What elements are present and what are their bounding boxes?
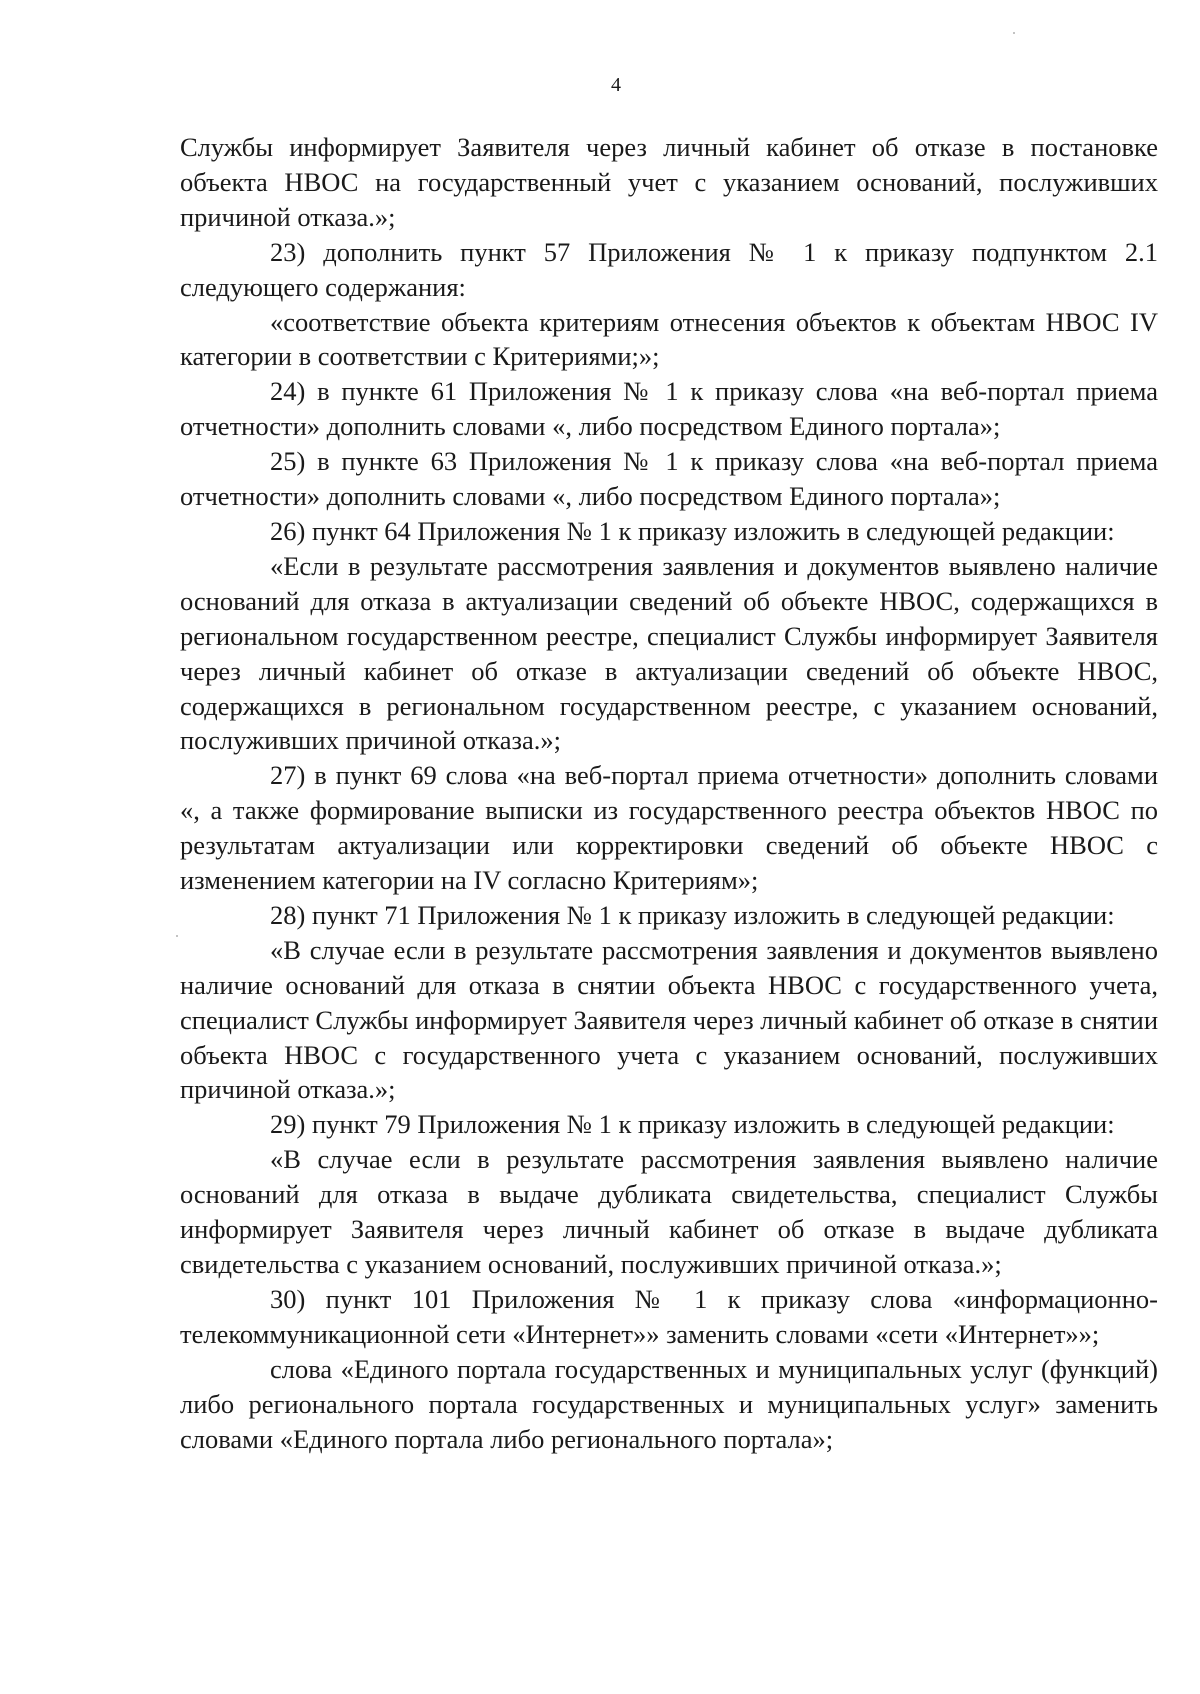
paragraph-quote-26: «Если в результате рассмотрения заявления и документов выявлено наличие оснований для отказа в актуализации сведений об объекте НВОС, содержащихся в региональном государственном реестре, специалист Службы информирует Заявителя через личный кабинет об отказе в актуализации сведений об объекте НВОС, содержащихся в региональном государственном реестре, с указанием оснований, послуживших причиной отказа.»; [180,550,1158,756]
paragraph-item-24: 24) в пункте 61 Приложения № 1 к приказу слова «на веб-портал приема отчетности» дополнить словами «, либо посредством Единого портала»; [180,376,1158,442]
document-body [180,130,1158,1456]
paragraph-item-30: 30) пункт 101 Приложения № 1 к приказу слова «информационно-телекоммуникационной сети «Интернет»» заменить словами «сети «Интернет»»; [180,1283,1158,1349]
paragraph-quote-28: «В случае если в результате рассмотрения заявления и документов выявлено наличие оснований для отказа в снятии объекта НВОС с государственного учета, специалист Службы информирует Заявителя через личный кабинет об отказе в снятии объекта НВОС с государственного учета с указанием оснований, послуживших причиной отказа.»; [180,934,1159,1105]
paragraph-item-28: 28) пункт 71 Приложения № 1 к приказу изложить в следующей редакции: [270,899,1115,930]
scan-speck [176,935,178,937]
paragraph-continuation: Службы информирует Заявителя через личный кабинет об отказе в постановке объекта НВОС на государственный учет с указанием оснований, послуживших причиной отказа.»; [180,132,1158,232]
page-number: 4 [611,74,621,96]
paragraph-quote-23: «соответствие объекта критериям отнесения объектов к объектам НВОС IV категории в соответствии с Критериями;»; [180,306,1158,372]
paragraph-item-23: 23) дополнить пункт 57 Приложения № 1 к приказу подпунктом 2.1 следующего содержания: [180,236,1158,302]
paragraph-item-30-words: слова «Единого портала государственных и муниципальных услуг (функций) либо регионального портала государственных и муниципальных услуг» заменить словами «Единого портала либо регионального портала»; [180,1353,1158,1454]
paragraph-item-26: 26) пункт 64 Приложения № 1 к приказу изложить в следующей редакции: [270,515,1115,546]
scan-speck [1013,32,1015,34]
paragraph-quote-29: «В случае если в результате рассмотрения заявления выявлено наличие оснований для отказа в выдаче дубликата свидетельства, специалист Службы информирует Заявителя через личный кабинет об отказе в выдаче дубликата свидетельства с указанием оснований, послуживших причиной отказа.»; [180,1144,1158,1279]
paragraph-item-29: 29) пункт 79 Приложения № 1 к приказу изложить в следующей редакции: [270,1109,1115,1140]
paragraph-item-27: 27) в пункт 69 слова «на веб-портал приема отчетности» дополнить словами «, а также формирование выписки из государственного реестра объектов НВОС по результатам актуализации или корректировки сведений об объекте НВОС с изменением категории на IV согласно Критериям»; [180,760,1158,896]
paragraph-item-25: 25) в пункте 63 Приложения № 1 к приказу слова «на веб-портал приема отчетности» дополнить словами «, либо посредством Единого портала»; [180,446,1158,512]
